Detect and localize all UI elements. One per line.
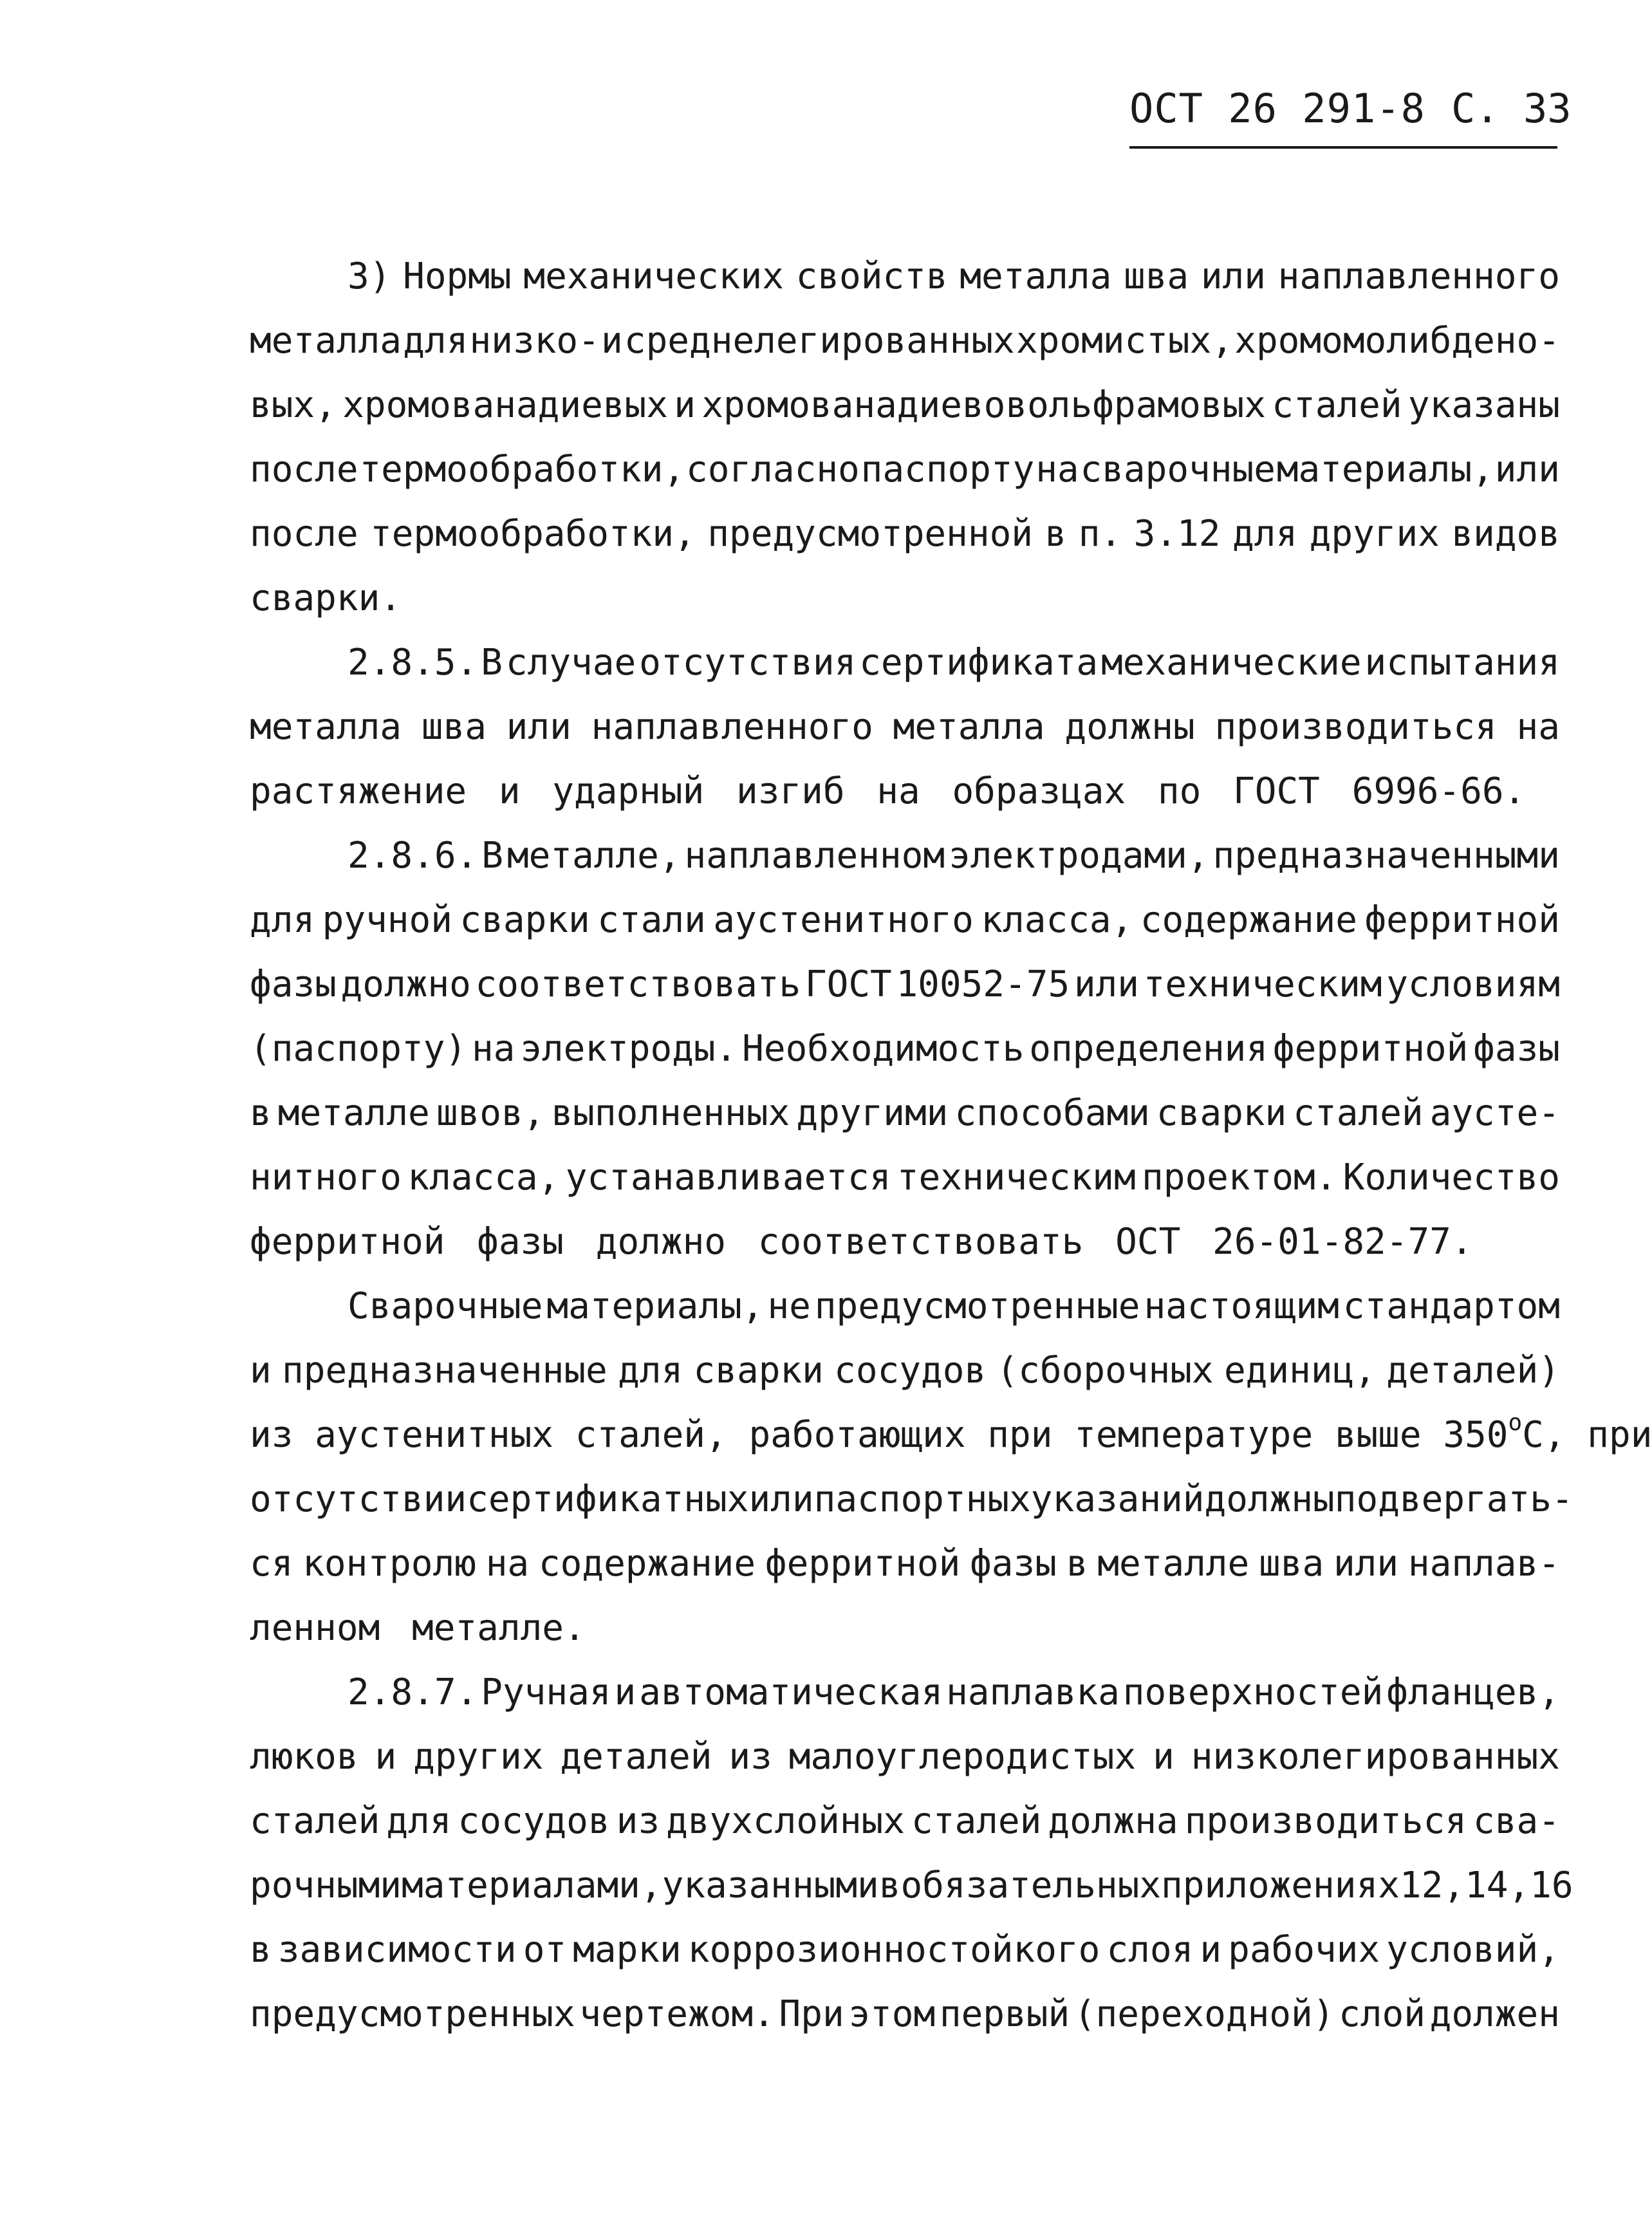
word: наплавленном xyxy=(684,835,945,877)
word: обязательных xyxy=(900,1865,1162,1906)
word: металле xyxy=(277,1092,430,1134)
word: рочными xyxy=(250,1865,402,1906)
text-line xyxy=(348,1274,1560,1339)
text-line xyxy=(348,245,1560,309)
word: фазы xyxy=(1473,1028,1560,1070)
word: или xyxy=(1494,449,1560,490)
word: При xyxy=(779,1993,844,2035)
word: ферритной xyxy=(765,1543,961,1585)
word: для xyxy=(250,899,315,941)
word: видов xyxy=(1451,513,1560,555)
word: контролю xyxy=(302,1543,476,1585)
word: условий, xyxy=(1386,1929,1560,1971)
word: металла xyxy=(960,256,1112,297)
word: и xyxy=(600,320,623,362)
word: в xyxy=(250,1929,272,1971)
word: 2.8.6. xyxy=(348,835,478,877)
word: 3) xyxy=(348,256,391,297)
word: и xyxy=(674,384,696,426)
text-line xyxy=(348,824,1560,888)
word: слоя xyxy=(1106,1929,1194,1971)
word: деталей xyxy=(560,1736,712,1778)
word: среднелегированных xyxy=(624,320,1015,362)
word: хромованадиевовольфрамовых xyxy=(701,384,1266,426)
word: п. xyxy=(1078,513,1122,555)
word: металла xyxy=(893,706,1045,748)
word: Ручная xyxy=(481,1671,611,1713)
word: ферритной xyxy=(1364,899,1560,941)
word: испытания xyxy=(1364,642,1560,684)
word: соответствовать xyxy=(475,963,801,1005)
word: аусте- xyxy=(1429,1092,1560,1134)
word: ручной xyxy=(322,899,452,941)
word: для xyxy=(403,320,469,362)
word: в xyxy=(1066,1543,1088,1585)
word: наплавленного xyxy=(591,706,873,748)
word: условиям xyxy=(1386,963,1560,1005)
word: электродами, xyxy=(949,835,1209,877)
text-line xyxy=(250,1081,1560,1146)
text-line xyxy=(250,888,1560,953)
word: наплав- xyxy=(1407,1543,1560,1585)
text-line xyxy=(250,1918,1560,1982)
word: отсутствии xyxy=(250,1478,467,1520)
word: и xyxy=(375,1736,397,1778)
word: низко- xyxy=(469,320,600,362)
word: Сварочные xyxy=(348,1285,543,1327)
word: из xyxy=(729,1736,772,1778)
word: из xyxy=(616,1800,660,1842)
word: указанными xyxy=(662,1865,879,1906)
word: зависимости xyxy=(277,1929,517,1971)
text-line xyxy=(250,1339,1560,1403)
text-line: ленном металле. xyxy=(250,1607,586,1649)
word: сталей xyxy=(911,1800,1042,1842)
word: аустенитного xyxy=(713,899,974,941)
word: сосудов xyxy=(834,1350,987,1392)
degree-sign: о xyxy=(1508,1410,1523,1437)
word: ГОСТ xyxy=(804,963,892,1005)
word: на xyxy=(485,1543,530,1585)
word: хромомолибдено- xyxy=(1234,320,1560,362)
word: (сборочных xyxy=(996,1350,1214,1392)
word: для xyxy=(1232,513,1298,555)
word: сва- xyxy=(1473,1800,1560,1842)
word: подвергать- xyxy=(1334,1478,1573,1520)
word: сертификата xyxy=(859,642,1099,684)
word: хромованадиевых xyxy=(342,384,668,426)
word: сварки xyxy=(459,899,590,941)
word: В xyxy=(481,835,503,877)
word: выполненных xyxy=(551,1092,790,1134)
word: вых, xyxy=(250,384,337,426)
word: швов, xyxy=(436,1092,545,1134)
word: сталей xyxy=(250,1800,380,1842)
word: в xyxy=(250,1092,272,1134)
word: единиц, xyxy=(1223,1350,1376,1392)
word: марки xyxy=(573,1929,682,1971)
temperature-text: из аустенитных сталей, работающих при температуре выше 350 xyxy=(250,1414,1508,1456)
word: металла xyxy=(250,320,402,362)
word: наплавленного xyxy=(1277,256,1560,297)
word: механические xyxy=(1101,642,1362,684)
word: чертежом. xyxy=(579,1993,775,2035)
word: или xyxy=(1333,1543,1399,1585)
text-line xyxy=(250,1017,1560,1081)
word: шва xyxy=(421,706,487,748)
word: деталей) xyxy=(1386,1350,1560,1392)
word: производиться xyxy=(1184,1800,1467,1842)
word: проектом. xyxy=(1142,1157,1337,1198)
text-line xyxy=(250,502,1560,566)
word: металла xyxy=(250,706,402,748)
word: материалы, xyxy=(1276,449,1494,490)
word: других xyxy=(413,1736,544,1778)
word: 3.12 xyxy=(1133,513,1221,555)
word: хромистых, xyxy=(1016,320,1234,362)
word: на xyxy=(1516,706,1560,748)
word: электроды. xyxy=(520,1028,738,1070)
text-line xyxy=(250,438,1560,502)
document-code: ОСТ 26 291-8 xyxy=(1129,85,1425,132)
word: от xyxy=(523,1929,567,1971)
word: Количество xyxy=(1342,1157,1560,1198)
word: случае xyxy=(505,642,636,684)
word: на xyxy=(1035,449,1079,490)
word: 2.8.5. xyxy=(348,642,478,684)
word: не xyxy=(767,1285,811,1327)
text-line xyxy=(250,309,1560,373)
word: механических xyxy=(523,256,784,297)
word: фазы xyxy=(250,963,337,1005)
word: первый xyxy=(939,1993,1070,2035)
word: предусмотренные xyxy=(814,1285,1140,1327)
word: (паспорту) xyxy=(250,1028,467,1070)
word: в xyxy=(878,1865,901,1906)
word: способами xyxy=(954,1092,1150,1134)
word: производиться xyxy=(1214,706,1497,748)
word: сварки xyxy=(1156,1092,1287,1134)
word: 10052-75 xyxy=(896,963,1070,1005)
word: паспортных xyxy=(813,1478,1031,1520)
word: люков xyxy=(250,1736,358,1778)
word: шва xyxy=(1123,256,1189,297)
word: и xyxy=(614,1671,636,1713)
word: нитного xyxy=(250,1157,402,1198)
text-line: сварки. xyxy=(250,577,402,619)
word: сварочные xyxy=(1080,449,1276,490)
word: стандартом xyxy=(1342,1285,1560,1327)
text-line xyxy=(250,1982,1560,2047)
word: Необходимость xyxy=(742,1028,1025,1070)
word: низколегированных xyxy=(1191,1736,1560,1778)
word: сталей xyxy=(1272,384,1402,426)
word: класса, xyxy=(981,899,1133,941)
word: предназначенными xyxy=(1212,835,1560,877)
word: свойств xyxy=(795,256,948,297)
word: или xyxy=(506,706,571,748)
text-line xyxy=(250,1467,1573,1532)
word: предназначенные xyxy=(282,1350,608,1392)
word: согласно xyxy=(686,449,860,490)
word: слой xyxy=(1339,1993,1425,2035)
text-line xyxy=(348,631,1560,695)
word: термообработки, xyxy=(359,449,685,490)
word: наплавка xyxy=(946,1671,1120,1713)
word: для xyxy=(618,1350,683,1392)
word: материалы, xyxy=(546,1285,764,1327)
word: предусмотренных xyxy=(250,1993,575,2035)
word: или xyxy=(748,1478,814,1520)
word: на xyxy=(471,1028,515,1070)
temperature-tail: $^о$С, при xyxy=(1508,1410,1652,1456)
word: указаны xyxy=(1407,384,1560,426)
word: двухслойных xyxy=(666,1800,905,1842)
text-line: ферритной фазы должно соответствовать ОСТ 26-01-82-77. xyxy=(250,1221,1473,1263)
word: фазы xyxy=(970,1543,1057,1585)
word: предусмотренной xyxy=(707,513,1034,555)
page-number: С. 33 xyxy=(1451,85,1572,132)
word: малоуглеродистых xyxy=(788,1736,1137,1778)
word: ферритной xyxy=(1272,1028,1469,1070)
word: класса, xyxy=(407,1157,560,1198)
word: поверхностей xyxy=(1122,1671,1384,1713)
word: рабочих xyxy=(1228,1929,1380,1971)
word: Нормы xyxy=(403,256,512,297)
text-line xyxy=(250,1725,1560,1789)
word: или xyxy=(1200,256,1266,297)
word: 12,14,16 xyxy=(1399,1865,1573,1906)
word: должны xyxy=(1064,706,1195,748)
word: содержание xyxy=(538,1543,756,1585)
word: В xyxy=(481,642,503,684)
word: после xyxy=(250,513,358,555)
word: других xyxy=(1309,513,1440,555)
word: ся xyxy=(250,1543,293,1585)
word: сталей xyxy=(1293,1092,1424,1134)
word: определения xyxy=(1029,1028,1268,1070)
word: в xyxy=(1044,513,1067,555)
word: металле, xyxy=(506,835,681,877)
word: этом xyxy=(848,1993,936,2035)
word: сертификатных xyxy=(467,1478,749,1520)
word: сосудов xyxy=(458,1800,610,1842)
word: должно xyxy=(340,963,471,1005)
word: указаний xyxy=(1030,1478,1205,1520)
word: коррозионностойкого xyxy=(687,1929,1100,1971)
word: (переходной) xyxy=(1073,1993,1335,2035)
word: устанавливается xyxy=(565,1157,891,1198)
word: металле xyxy=(1097,1543,1250,1585)
word: автоматическая xyxy=(639,1671,943,1713)
word: содержание xyxy=(1140,899,1357,941)
text-line xyxy=(250,953,1560,1017)
word: отсутствия xyxy=(639,642,857,684)
text-line xyxy=(250,695,1560,759)
word: для xyxy=(386,1800,452,1842)
text-line xyxy=(250,1532,1560,1596)
word: сварки xyxy=(693,1350,824,1392)
word: после xyxy=(250,449,358,490)
word: 2.8.7. xyxy=(348,1671,478,1713)
word: или xyxy=(1073,963,1139,1005)
word: фланцев, xyxy=(1386,1671,1560,1713)
word: и xyxy=(250,1350,272,1392)
word: должна xyxy=(1048,1800,1178,1842)
text-line xyxy=(250,373,1560,438)
word: должны xyxy=(1204,1478,1335,1520)
text-line xyxy=(250,1146,1560,1210)
word: и xyxy=(1200,1929,1222,1971)
word: другими xyxy=(796,1092,949,1134)
word: настоящим xyxy=(1144,1285,1339,1327)
text-line xyxy=(250,1789,1560,1854)
word: должен xyxy=(1429,1993,1560,2035)
text-line-with-temperature xyxy=(250,1403,1652,1467)
text-line xyxy=(348,1661,1560,1725)
word: и xyxy=(1153,1736,1174,1778)
word: приложениях xyxy=(1161,1865,1400,1906)
word: стали xyxy=(597,899,706,941)
text-line xyxy=(250,1854,1573,1918)
word: техническим xyxy=(1143,963,1382,1005)
text-line: растяжение и ударный изгиб на образцах по ГОСТ 6996-66. xyxy=(250,770,1526,812)
word: термообработки, xyxy=(370,513,696,555)
word: паспорту xyxy=(860,449,1035,490)
word: шва xyxy=(1259,1543,1324,1585)
word: техническим xyxy=(896,1157,1136,1198)
word: материалами, xyxy=(402,1865,662,1906)
